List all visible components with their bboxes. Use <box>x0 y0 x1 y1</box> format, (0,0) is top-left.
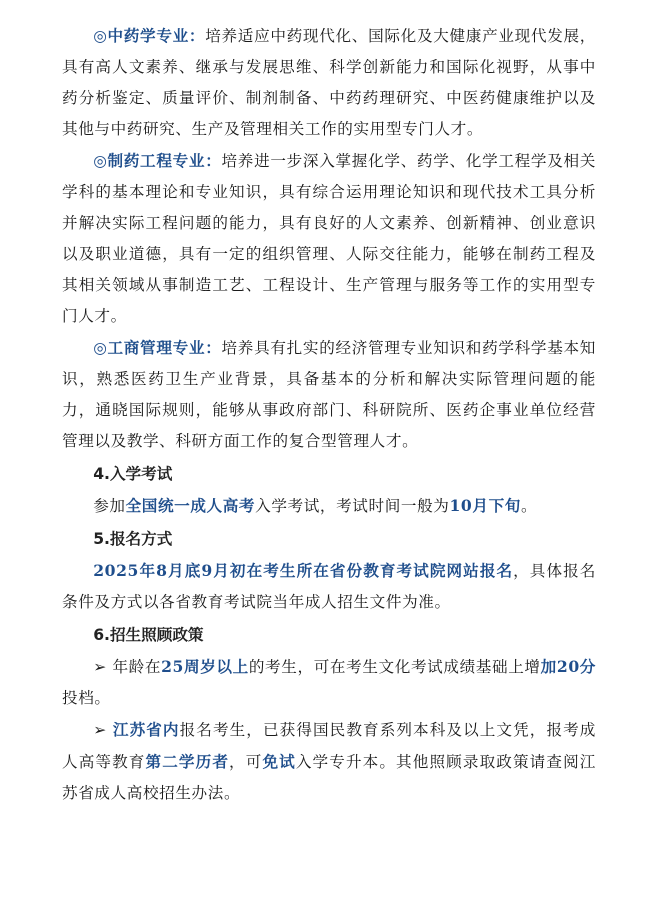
registration-highlight: 2025年8月底9月初在考生所在省份教育考试院网站报名 <box>93 561 514 580</box>
exam-text-1: 参加 <box>93 497 126 515</box>
major-paragraph-business <box>62 332 596 457</box>
major-title-pharma-eng: ◎制药工程专业： <box>93 151 222 170</box>
major-title-business: ◎工商管理专业： <box>93 338 222 357</box>
policy-age-highlight-1: 25周岁以上 <box>161 657 249 676</box>
policy-jiangsu-highlight-2: 第二学历者 <box>145 752 230 771</box>
section-heading-policy: 6.招生照顾政策 <box>93 626 204 644</box>
document-page <box>62 20 596 809</box>
major-body-business: 培养具有扎实的经济管理专业知识和药学科学基本知识，熟悉医药卫生产业背景，具备基本的分析和解决实际管理问题的能力，通晓国际规则，能够从事政府部门、科研院所、医药企事业单位经营管理以及教学、科研方面工作的复合型管理人才。 <box>62 339 596 450</box>
policy-age-highlight-2: 加20分 <box>540 657 596 676</box>
policy-age-text-3: 投档。 <box>62 689 111 707</box>
major-paragraph-tcm <box>62 20 596 145</box>
policy-jiangsu-highlight-3: 免试 <box>262 752 296 771</box>
section-heading-registration: 5.报名方式 <box>93 530 173 548</box>
registration-text: ，具体报名条件及方式以各省教育考试院当年成人招生文件为准。 <box>62 562 596 611</box>
major-body-pharma-eng: 培养进一步深入掌握化学、药学、化学工程学及相关学科的基本理论和专业知识，具有综合运用理论知识和现代技术工具分析并解决实际工程问题的能力，具有良好的人文素养、创新精神、创业意识以及职业道德，具有一定的组织管理、人际交往能力，能够在制药工程及其相关领域从事制造工艺、工程设计、生产管理与服务等工作的实用型专门人才。 <box>62 152 596 325</box>
exam-paragraph <box>62 490 596 522</box>
major-body-tcm: 培养适应中药现代化、国际化及大健康产业现代发展，具有高人文素养、继承与发展思维、科学创新能力和国际化视野，从事中药分析鉴定、质量评价、制剂制备、中药药理研究、中医药健康维护以及其他与中药研究、生产及管理相关工作的实用型专门人才。 <box>62 27 597 138</box>
registration-paragraph <box>62 555 596 618</box>
exam-highlight-2: 10月下旬 <box>449 496 521 515</box>
major-title-tcm: ◎中药学专业： <box>93 26 206 45</box>
policy-jiangsu-text-1: 报名考生，已获得国民教育系列本科及以上文凭，报考成人高等教育 <box>62 721 596 771</box>
exam-text-3: 。 <box>520 497 538 515</box>
bullet-arrow-icon: ➢ <box>93 658 107 676</box>
section-heading-exam: 4.入学考试 <box>93 465 173 483</box>
major-paragraph-pharma-eng <box>62 145 596 332</box>
policy-item-age <box>62 651 596 714</box>
bullet-arrow-icon: ➢ <box>93 721 107 739</box>
policy-age-text-2: 的考生，可在考生文化考试成绩基础上增 <box>248 658 541 676</box>
exam-text-2: 入学考试，考试时间一般为 <box>255 497 450 515</box>
exam-highlight-1: 全国统一成人高考 <box>125 496 256 515</box>
policy-item-jiangsu <box>62 714 596 809</box>
policy-jiangsu-highlight-1: 江苏省内 <box>112 720 180 739</box>
policy-jiangsu-text-3: 入学专升本。其他照顾录取政策请查阅江苏省成人高校招生办法。 <box>62 753 596 802</box>
policy-jiangsu-text-2: ，可 <box>229 753 263 771</box>
policy-age-text-1: 年龄在 <box>112 658 162 676</box>
